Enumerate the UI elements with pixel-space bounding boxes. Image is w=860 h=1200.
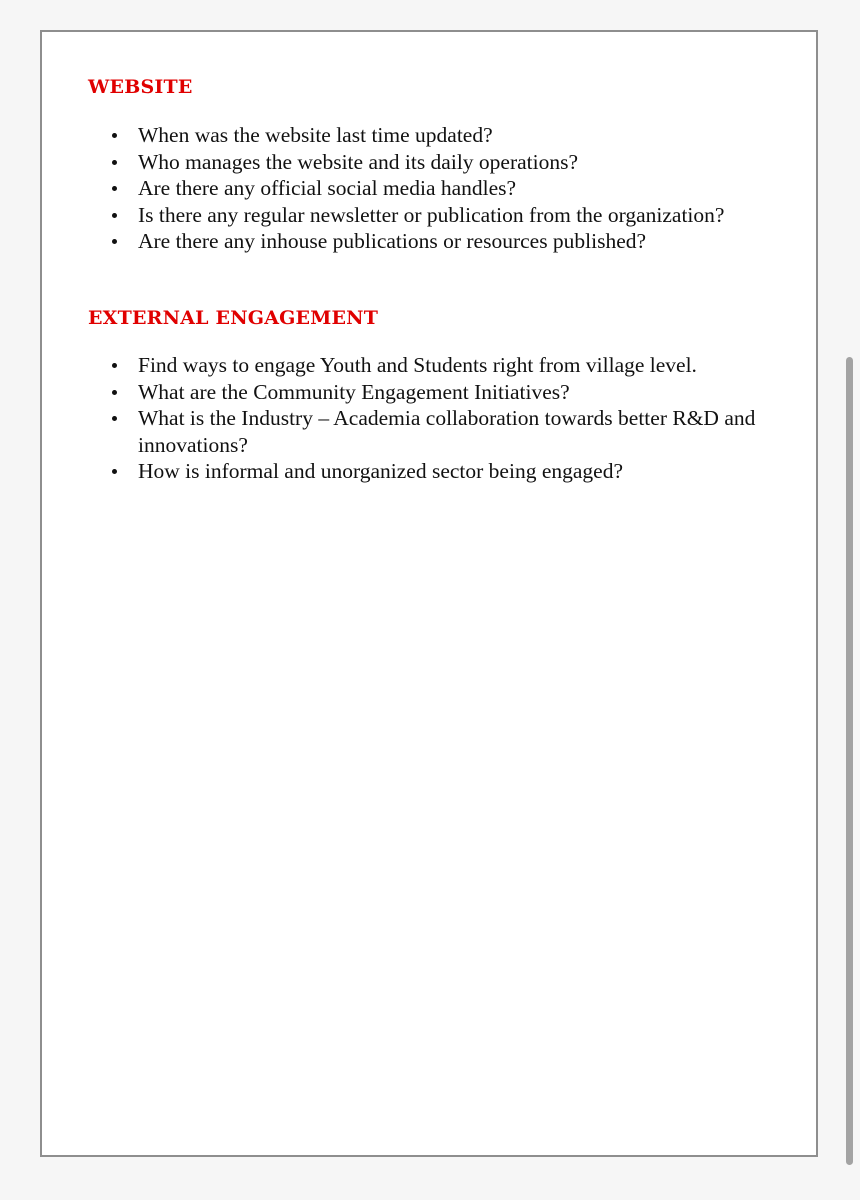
section-heading-external-engagement: EXTERNAL ENGAGEMENT bbox=[88, 307, 379, 329]
list-item bbox=[112, 202, 798, 229]
section-heading-website: WEBSITE bbox=[88, 76, 193, 98]
document-page bbox=[40, 30, 818, 1157]
list-item bbox=[112, 228, 798, 255]
list-item bbox=[112, 175, 798, 202]
list-item bbox=[112, 458, 798, 485]
list-item-text: What are the Community Engagement Initiatives? bbox=[138, 379, 570, 404]
list-item-text: How is informal and unorganized sector being engaged? bbox=[138, 459, 623, 483]
bullet-icon bbox=[112, 186, 117, 191]
list-item-text: Find ways to engage Youth and Students right from village level. bbox=[138, 353, 697, 377]
bullet-icon bbox=[112, 363, 117, 368]
list-item-text: What is the Industry – Academia collaboration towards better R&D and innovations? bbox=[138, 406, 756, 457]
list-item-text: Are there any official social media handles? bbox=[138, 176, 517, 200]
bullet-icon bbox=[112, 239, 117, 244]
list-item-text: Are there any inhouse publications or resources published? bbox=[138, 229, 647, 253]
list-item-text: When was the website last time updated? bbox=[138, 123, 493, 147]
list-item-text: Is there any regular newsletter or publication from the organization? bbox=[138, 202, 725, 227]
list-item-text: Who manages the website and its daily operations? bbox=[138, 149, 579, 174]
list-item bbox=[112, 405, 798, 458]
bullet-icon bbox=[112, 160, 117, 165]
list-item bbox=[112, 149, 798, 176]
bullet-icon bbox=[112, 213, 117, 218]
bullet-icon bbox=[112, 133, 117, 138]
list-item bbox=[112, 379, 798, 406]
bullet-icon bbox=[112, 469, 117, 474]
list-item bbox=[112, 122, 798, 149]
bullet-list-website bbox=[112, 122, 798, 255]
bullet-list-external-engagement bbox=[112, 352, 798, 485]
list-item bbox=[112, 352, 798, 379]
scrollbar-thumb[interactable] bbox=[846, 357, 853, 1165]
bullet-icon bbox=[112, 416, 117, 421]
bullet-icon bbox=[112, 390, 117, 395]
